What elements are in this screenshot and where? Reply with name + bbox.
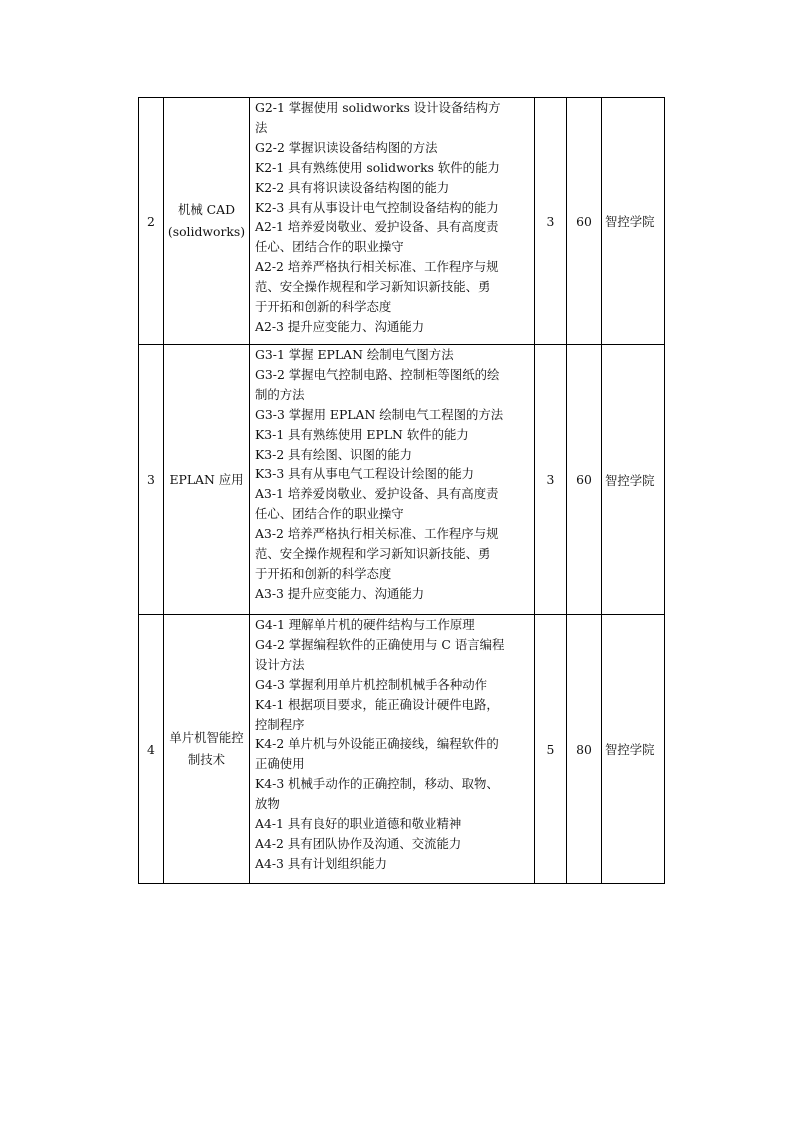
course-name-cell [164,98,250,345]
objective-line: G4-3 掌握利用单片机控制机械手各种动作 [255,676,488,692]
course-number-cell: 2 [139,98,164,345]
objective-line: G3-1 掌握 EPLAN 绘制电气图方法 [255,347,454,362]
table-row [139,615,665,884]
course-name-cell [164,615,250,884]
objective-line: K4-3 机械手动作的正确控制，移动、取物、 [255,776,499,792]
table-body [139,98,665,884]
course-objectives-cell [250,345,535,615]
objective-line: A4-1 具有良好的职业道德和敬业精神 [255,816,462,832]
objective-line: 于开拓和创新的科学态度 [255,299,392,315]
department-cell: 智控学院 [602,98,665,345]
objective-line: G4-2 掌握编程软件的正确使用与 C 语言编程 [255,636,505,652]
objective-line: K2-3 具有从事设计电气控制设备结构的能力 [255,199,499,215]
objective-line: 放物 [255,796,280,812]
objective-line: A4-2 具有团队协作及沟通、交流能力 [255,835,462,851]
objective-line: A3-1 培养爱岗敬业、爱护设备、具有高度责 [255,486,499,502]
objective-line: K2-1 具有熟练使用 solidworks 软件的能力 [255,159,500,175]
objective-line: 范、安全操作规程和学习新知识新技能、勇 [255,279,491,295]
objective-line: A3-3 提升应变能力、沟通能力 [255,585,425,601]
objective-line: A4-3 具有计划组织能力 [255,855,387,871]
hours-cell: 60 [567,345,602,615]
objective-line: G4-1 理解单片机的硬件结构与工作原理 [255,617,475,632]
objective-line: 制的方法 [255,386,305,402]
objective-line: A2-1 培养爱岗敬业、爱护设备、具有高度责 [255,219,499,235]
objective-line: K3-3 具有从事电气工程设计绘图的能力 [255,466,475,482]
course-name-line: (solidworks) [167,224,246,239]
hours-cell: 80 [567,615,602,884]
objective-line: G3-2 掌握电气控制电路、控制柜等图纸的绘 [255,366,500,382]
objective-line: 控制程序 [255,716,305,732]
objective-line: 正确使用 [255,756,305,772]
objective-line: A2-2 培养严格执行相关标准、工作程序与规 [255,259,499,275]
objective-line: 法 [255,119,268,135]
department-cell: 智控学院 [602,345,665,615]
objective-line: K3-2 具有绘图、识图的能力 [255,446,413,462]
course-name-line: 机械 CAD [177,202,236,217]
objective-line: K2-2 具有将识读设备结构图的能力 [255,179,450,195]
objective-line: K4-2 单片机与外设能正确接线，编程软件的 [255,736,499,752]
objective-line: K3-1 具有熟练使用 EPLN 软件的能力 [255,426,469,442]
objective-line: 任心、团结合作的职业操守 [255,239,404,255]
objective-line: G2-1 掌握使用 solidworks 设计设备结构方 [255,100,501,115]
objective-line: 于开拓和创新的科学态度 [255,565,392,581]
course-number-cell: 3 [139,345,164,615]
credits-cell: 3 [535,98,567,345]
credits-cell: 3 [535,345,567,615]
table-row [139,345,665,615]
course-objectives-cell [250,98,535,345]
course-name-line: 单片机智能控 [169,730,244,745]
course-number-cell: 4 [139,615,164,884]
objective-line: K4-1 根据项目要求，能正确设计硬件电路， [255,696,499,712]
hours-cell: 60 [567,98,602,345]
course-name-line: EPLAN 应用 [169,471,244,487]
course-table [138,97,665,884]
credits-cell: 5 [535,615,567,884]
objective-line: A3-2 培养严格执行相关标准、工作程序与规 [255,526,499,542]
objective-line: G3-3 掌握用 EPLAN 绘制电气工程图的方法 [255,406,504,422]
objective-line: A2-3 提升应变能力、沟通能力 [255,318,425,334]
course-objectives-cell [250,615,535,884]
department-cell: 智控学院 [602,615,665,884]
objective-line: G2-2 掌握识读设备结构图的方法 [255,139,438,155]
table-row [139,98,665,345]
course-name-line: 制技术 [187,752,226,767]
objective-line: 设计方法 [255,656,305,672]
objective-line: 范、安全操作规程和学习新知识新技能、勇 [255,546,491,562]
objective-line: 任心、团结合作的职业操守 [255,506,404,522]
course-name-cell [164,345,250,615]
